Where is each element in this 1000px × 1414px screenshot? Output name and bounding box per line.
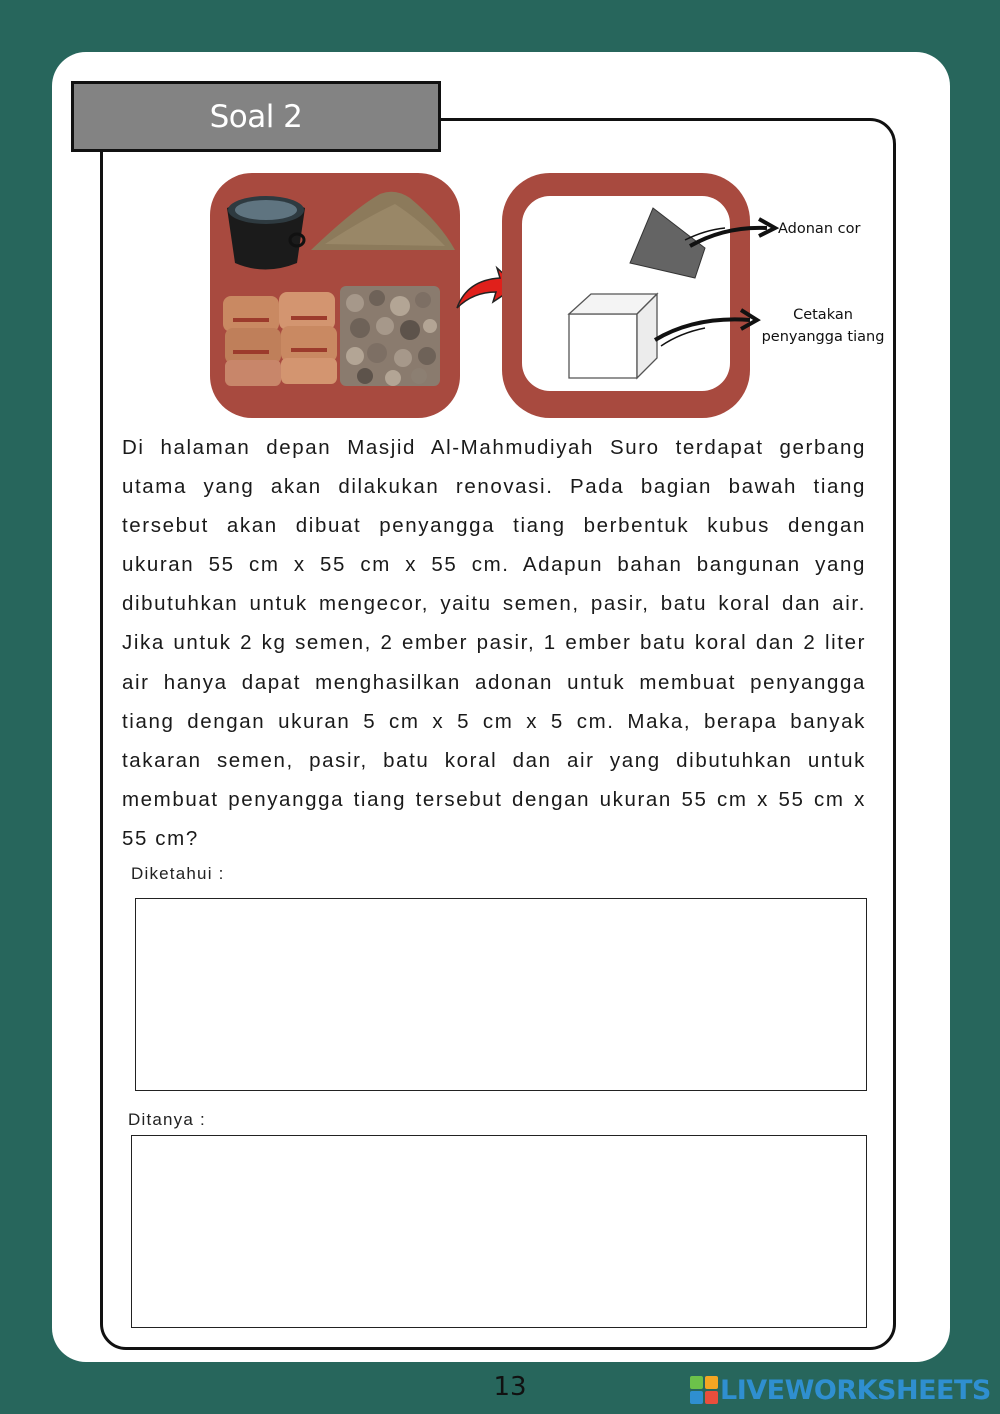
cube-mold-icon (569, 294, 657, 378)
question-text: Di halaman depan Masjid Al-Mahmudiyah Suro terdapat gerbang utama yang akan dilakukan renovasi. Pada bagian bawah tiang tersebut akan dibuat penyangga tiang berbentuk kubus dengan ukuran 55 cm x 55 cm x 55 cm. Adapun bahan bangunan yang dibutuhkan untuk mengecor, yaitu semen, pasir, batu koral dan air. Jika untuk 2 kg semen, 2 ember pasir, 1 ember batu koral dan 2 liter air hanya dapat menghasilkan adonan untuk membuat penyangga tiang dengan ukuran 5 cm x 5 cm x 5 cm. Maka, berapa banyak takaran semen, pasir, batu koral dan air yang dibutuhkan untuk membuat penyangga tiang tersebut dengan ukuran 55 cm x 55 cm x 55 cm? (122, 436, 866, 850)
ditanya-label: Ditanya : (128, 1110, 206, 1129)
question-title: Soal 2 (209, 98, 303, 135)
diketahui-answer-box[interactable] (135, 898, 867, 1091)
question-title-tab (71, 81, 441, 152)
liveworksheets-logo-icon (690, 1376, 718, 1404)
brand-name: LIVEWORKSHEETS (720, 1374, 991, 1406)
diketahui-label: Diketahui : (131, 864, 225, 883)
materials-illustration (205, 168, 905, 423)
cetakan-label-line2: penyangga tiang (761, 329, 885, 345)
gravel-icon (340, 286, 440, 386)
water-bucket-icon (227, 196, 305, 270)
page-number: 13 (493, 1372, 527, 1402)
cement-bags-icon (223, 292, 337, 386)
cetakan-label-line1: Cetakan (793, 307, 853, 323)
adonan-label: Adonan cor (778, 221, 861, 237)
liveworksheets-brand[interactable] (690, 1374, 991, 1406)
ditanya-answer-box[interactable] (131, 1135, 867, 1328)
